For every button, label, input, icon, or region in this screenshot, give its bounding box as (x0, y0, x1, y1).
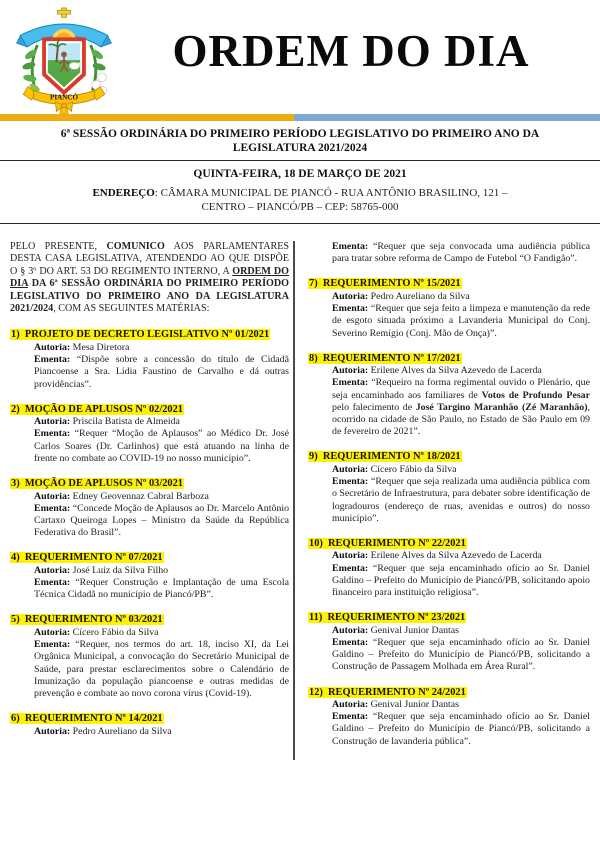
masthead (116, 7, 586, 77)
item-title: REQUERIMENTO Nº 15/2021 (322, 278, 461, 290)
item-number: 6) (11, 713, 25, 725)
address-label: ENDEREÇO (92, 187, 155, 199)
item-heading (308, 686, 590, 700)
item-heading (10, 477, 289, 491)
autoria-label: Autoria: (332, 290, 371, 302)
item-autoria (332, 365, 590, 377)
items-list-right (308, 277, 590, 747)
item-body (308, 464, 590, 525)
item-heading (308, 611, 590, 625)
item-title: REQUERIMENTO Nº 22/2021 (328, 537, 466, 549)
item-heading (308, 537, 590, 551)
ementa-text-segment: José Targino Maranhão (Zé Maranhão) (415, 401, 588, 413)
agenda-item (10, 551, 289, 601)
item-ementa (34, 428, 289, 465)
address-text: : CÂMARA MUNICIPAL DE PIANCÓ - RUA ANTÔNIO BRASILINO, 121 – CENTRO – PIANCÓ/PB – CEP: 58765-000 (154, 187, 508, 213)
item-title: PROJETO DE DECRETO LEGISLATIVO Nº 01/2021 (24, 329, 270, 341)
session-date: QUINTA-FEIRA, 18 DE MARÇO DE 2021 (193, 168, 407, 180)
item-body (308, 550, 590, 599)
item-number: 3) (11, 478, 25, 490)
item-heading-highlight (10, 404, 184, 415)
item-heading-highlight (308, 687, 467, 698)
item-ementa (332, 476, 590, 525)
item-heading (10, 712, 289, 726)
ementa-label: Ementa: (332, 636, 373, 648)
autoria-name: Genival Junior Dantas (370, 624, 459, 636)
autoria-name: Edney Geovennaz Cabral Barboza (72, 490, 209, 502)
ementa-label: Ementa: (34, 354, 77, 366)
autoria-name: Mesa Diretora (72, 341, 130, 353)
item-heading (308, 450, 590, 464)
item-body (10, 491, 289, 540)
intro-text-segment: PELO PRESENTE, (10, 241, 107, 252)
left-column (10, 241, 289, 760)
ementa-text-segment: “Requer que seja encaminhado ofício ao Sr. Daniel Galdino – Prefeito do Município de Piancó/PB, solicitando apoio financeiro para instituição religiosa”. (332, 562, 590, 599)
item-number: 7) (309, 278, 323, 290)
item-heading-highlight (308, 538, 467, 549)
item-body (10, 342, 289, 391)
item-body (10, 416, 289, 465)
item-ementa (34, 354, 289, 391)
autoria-name: Erilene Alves da Silva Azevedo de Lacerda (370, 365, 542, 377)
autoria-label: Autoria: (34, 341, 73, 353)
item-autoria (332, 625, 590, 637)
ementa-label: Ementa: (34, 428, 75, 440)
column-divider (293, 241, 295, 760)
right-column (308, 241, 590, 760)
autoria-name: José Luiz da Silva Filho (72, 564, 169, 576)
ementa-text-segment: pelo falecimento de (332, 401, 416, 413)
ementa-text-segment: “Dispõe sobre a concessão do título de Cidadã Piancoense a Sra. Lídia Faustino de Carvalho e dá outras providências”. (34, 354, 289, 390)
autoria-label: Autoria: (332, 624, 371, 636)
item-6-ementa-continuation (308, 241, 590, 265)
intro-text-segment: DA 6ª SESSÃO ORDINÁRIA DO PRIMEIRO PERÍODO LEGISLATIVO DO PRIMEIRO ANO DA LEGISLATURA 2021/2024 (10, 278, 290, 315)
autoria-name: Priscila Batista de Almeida (72, 416, 180, 428)
item-title: REQUERIMENTO Nº 24/2021 (328, 686, 466, 698)
item-heading (308, 352, 590, 366)
item-heading-highlight (308, 353, 462, 364)
logo-banner-text: PIANCÓ (49, 93, 79, 102)
agenda-item (308, 537, 590, 599)
autoria-label: Autoria: (332, 550, 371, 562)
ementa-text-segment: “Requer que seja convocada uma audiência pública para tratar sobre reforma de Campo de Futebol “O Fandigão”. (332, 241, 591, 265)
item-heading (10, 328, 289, 342)
ementa-text-segment: Votos de Profundo Pesar (481, 389, 591, 401)
item-ementa (332, 637, 590, 674)
coat-of-arms-icon (12, 7, 116, 119)
ementa-label: Ementa: (34, 639, 76, 651)
item-title: REQUERIMENTO Nº 07/2021 (24, 552, 163, 564)
autoria-label: Autoria: (34, 416, 73, 428)
item-autoria (332, 699, 590, 711)
item-ementa (332, 563, 590, 600)
item-title: REQUERIMENTO Nº 17/2021 (322, 352, 461, 364)
ementa-label: Ementa: (332, 241, 373, 252)
ementa-label: Ementa: (332, 377, 372, 389)
autoria-label: Autoria: (34, 490, 73, 502)
autoria-name: Erilene Alves da Silva Azevedo de Lacerda (370, 550, 542, 562)
item-heading (10, 403, 289, 417)
item-heading (10, 551, 289, 565)
ementa-text-segment: “Concede Moção de Aplausos ao Dr. Marcelo Antônio Cartaxo Queiroga Lopes – Ministro da Saúde da República Federativa do Brasil”. (34, 502, 290, 539)
ementa-label: Ementa: (332, 303, 371, 315)
intro-text-segment: COMUNICO (106, 241, 165, 252)
session-heading: 6ª SESSÃO ORDINÁRIA DO PRIMEIRO PERÍODO LEGISLATIVO DO PRIMEIRO ANO DA LEGISLATURA 2021/2024 (60, 128, 540, 154)
item-ementa (332, 303, 590, 340)
item-title: REQUERIMENTO Nº 14/2021 (24, 713, 163, 725)
item-body (10, 627, 289, 700)
ementa-text-segment: “Requer “Moção de Aplausos” ao Médico Dr. José Carlos Soares (Dr. Carlinhos) que está atuando na linha de frente no combate ao COVID-19 no nosso município”. (34, 428, 290, 464)
item-autoria (34, 627, 289, 639)
item-heading (10, 613, 289, 627)
ementa-label: Ementa: (34, 577, 76, 589)
agenda-item (10, 403, 289, 465)
autoria-label: Autoria: (332, 699, 371, 711)
item-body (308, 365, 590, 438)
item-autoria (34, 565, 289, 577)
autoria-label: Autoria: (34, 725, 73, 737)
item-title: MOÇÃO DE APLUSOS Nº 03/2021 (24, 478, 184, 490)
document-header (0, 0, 600, 114)
autoria-label: Autoria: (332, 463, 371, 475)
autoria-label: Autoria: (34, 564, 73, 576)
agenda-item (10, 477, 289, 539)
item-number: 11) (309, 612, 328, 624)
ementa-text-segment: “Requer, nos termos do art. 18, inciso XI, da Lei Orgânica Municipal, a convocação do Secretário Municipal de Saúde, para prestar esclarecimentos sobre o Calendário de Imunização da população piancoense e outras medidas de prevenção e combate ao novo corona vírus (Covid-19). (34, 639, 290, 699)
ementa-text-segment: “Requer que seja encaminhado ofício ao Sr. Daniel Galdino – Prefeito do Município de Piancó/PB, solicitando a Construção de Passagem Molhada em Área Rural”. (332, 636, 590, 673)
item-heading-highlight (10, 478, 184, 489)
item-title: REQUERIMENTO Nº 23/2021 (327, 612, 466, 624)
ementa-label: Ementa: (34, 502, 73, 514)
item-heading-highlight (308, 278, 462, 289)
agenda-item (308, 611, 590, 673)
item-ementa (34, 639, 289, 700)
item-heading-highlight (308, 451, 462, 462)
item-number: 5) (11, 614, 25, 626)
session-address (0, 182, 600, 223)
ementa-text-segment: , ocorrido na cidade de São Paulo, no Estado de São Paulo em 09 de fevereiro de 2021”. (332, 401, 590, 438)
item-heading-highlight (10, 614, 164, 625)
pianco-coat-of-arms-logo (12, 7, 116, 119)
autoria-name: Cícero Fábio da Silva (72, 626, 159, 638)
item-title: REQUERIMENTO Nº 18/2021 (322, 451, 461, 463)
item-autoria (34, 416, 289, 428)
agenda-item (308, 352, 590, 439)
intro-text-segment: ORDEM DO DIA (10, 265, 289, 290)
item-body (10, 726, 289, 738)
item-number: 2) (11, 403, 25, 415)
item-heading-highlight (308, 612, 466, 623)
item-number: 1) (11, 329, 25, 341)
item-title: MOÇÃO DE APLUSOS Nº 02/2021 (24, 403, 184, 415)
item-autoria (34, 726, 289, 738)
autoria-label: Autoria: (332, 365, 371, 377)
intro-text-segment: , COM AS SEGUINTES MATÉRIAS: (53, 303, 210, 315)
ementa-label: Ementa: (332, 562, 373, 574)
item-number: 4) (11, 552, 25, 564)
item-autoria (332, 550, 590, 562)
item-heading-highlight (10, 329, 270, 340)
divider-bar-blue-segment (294, 114, 600, 121)
agenda-item (10, 613, 289, 700)
ementa-label: Ementa: (332, 476, 372, 488)
ementa-text-segment: “Requer que seja encaminhado ofício ao Sr. Daniel Galdino – Prefeito do Município de Piancó/PB, solicitando a Construção de lavanderia pública”. (332, 711, 590, 747)
intro-text-segment: AOS PARLAMENTARES DESTA CASA LEGISLATIVA, ATENDENDO AO QUE DISPÕE O § 3º DO ART. 53 DO REGIMENTO INTERNO, A (10, 241, 290, 277)
item-autoria (332, 464, 590, 476)
ementa-label: Ementa: (332, 711, 373, 723)
item-autoria (34, 342, 289, 354)
intro-paragraph (10, 241, 289, 315)
item-number: 9) (309, 451, 323, 463)
divider-bar-gold-segment (0, 114, 294, 121)
header-divider-bar (0, 114, 600, 121)
item-body (308, 625, 590, 674)
agenda-item (10, 712, 289, 738)
page-title: ORDEM DO DIA (172, 26, 530, 76)
agenda-item (308, 686, 590, 748)
autoria-name: Pedro Aureliano da Silva (370, 290, 470, 302)
autoria-label: Autoria: (34, 626, 73, 638)
ementa-text-segment: “Requer que seja feito a limpeza e manutenção da rede de esgoto situada próximo a Lavanderia Municipal do Conj. Severino Remígio (Conj. Mão de Onça)”. (332, 303, 590, 339)
item-heading-highlight (10, 552, 164, 563)
agenda-item (308, 277, 590, 339)
item-heading-highlight (10, 713, 164, 724)
autoria-name: Cícero Fábio da Silva (370, 463, 457, 475)
ementa-text-segment: “Requer Construção e Implantação de uma Escola Técnica Cidadã no município de Piancó/PB”. (34, 577, 289, 601)
item-ementa (34, 577, 289, 601)
item-body (308, 699, 590, 748)
item-heading (308, 277, 590, 291)
items-list-left (10, 328, 289, 737)
item-ementa (332, 711, 590, 748)
agenda-item (308, 450, 590, 525)
item-body (10, 565, 289, 602)
item-body (308, 291, 590, 340)
autoria-name: Pedro Aureliano da Silva (72, 725, 172, 737)
autoria-name: Genival Junior Dantas (370, 699, 459, 711)
item-number: 12) (309, 686, 329, 698)
ementa-text-segment: “Requeiro na forma regimental ouvido o Plenário, que seja encaminhado aos familiares de (332, 377, 590, 401)
document-body (0, 224, 600, 760)
item-number: 8) (309, 352, 323, 364)
item-autoria (34, 491, 289, 503)
item-ementa (34, 503, 289, 540)
item-title: REQUERIMENTO Nº 03/2021 (24, 614, 163, 626)
item-autoria (332, 291, 590, 303)
item-ementa (332, 377, 590, 438)
item-number: 10) (309, 537, 329, 549)
ementa-text-segment: “Requer que seja realizada uma audiência pública com o Secretário de Infraestrutura, para debater sobre identificação de logradouros (endereço de ruas, avenidas e outros) do nosso município”. (332, 476, 590, 524)
agenda-item (10, 328, 289, 390)
